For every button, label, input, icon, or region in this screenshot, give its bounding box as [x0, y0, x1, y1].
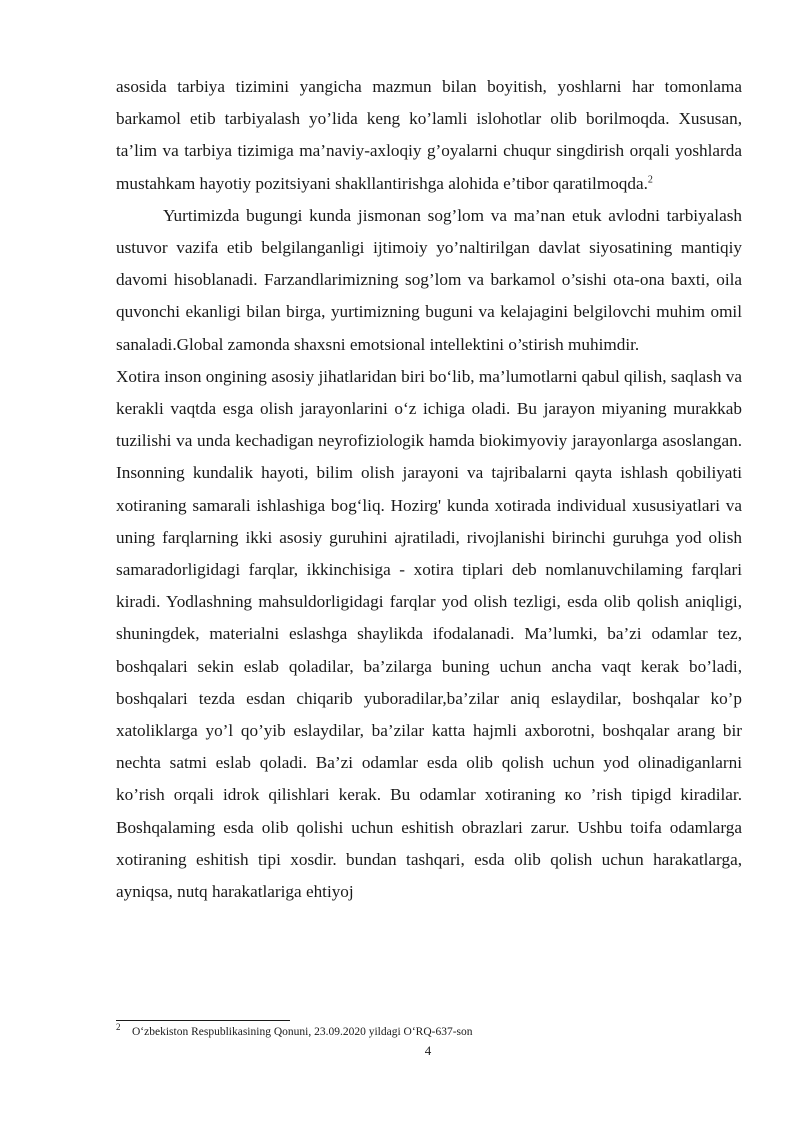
footnote-text: O‘zbekiston Respublikasining Qonuni, 23.09.2020 yildagi O‘RQ-637-son [132, 1026, 473, 1038]
paragraph-3: Xotira inson ongining asosiy jihatlaridan biri bo‘lib, ma’lumotlarni qabul qilish, saqlash va kerakli vaqtda esga olish jarayonlarini o‘z ichiga oladi. Bu jarayon miyaning murakkab tuzilishi va unda kechadigan neyrofiziologik hamda biokimyoviy jarayonlarga asoslangan. Insonning kundalik hayoti, bilim olish jarayoni va tajribalarni qayta ishlash qobiliyati xotiraning samarali ishlashiga bog‘liq. Hozirg' kunda xotirada individual xususiyatlari va uning farqlarning ikki asosiy guruhini ajratiladi, rivojlanishi birinchi guruhga yod olish samaradorligidagi farqlar, ikkinchisiga - xotira tiplari deb nomlanuvchilaming farqlari kiradi. Yodlashning mahsuldorligidagi farqlar yod olish tezligi, esda olib qolish aniqligi, shuningdek, materialni eslashga shaylikda ifodalanadi. Ma’lumki, ba’zi odamlar tez, boshqalari sekin eslab qoladilar, ba’zilarga buning uchun ancha vaqt kerak bo’ladi, boshqalari tezda esdan chiqarib yuboradilar,ba’zilar aniq eslaydilar, boshqalar ko’p xatoliklarga yo’l qo’yib eslaydilar, ba’zilar katta hajmli axborotni, boshqalar arang bir nechta satmi eslab qoladi. Ba’zi odamlar esda olib qolish uchun yod olinadiganlarni ko’rish orqali idrok qilishlari kerak. Bu odamlar xotiraning кo ’rish tipigd kiradilar. Boshqalaming esda olib qolishi uchun eshitish obrazlari zarur. Ushbu toifa odamlarga xotiraning eshitish tipi xosdir. bundan tashqari, esda olib qolish uchun harakatlarga, ayniqsa, nutq harakatlariga ehtiyoj [116, 366, 742, 902]
paragraph-2: Yurtimizda bugungi kunda jismonan sog’lom va ma’nan etuk avlodni tarbiyalash ustuvor vazifa etib belgilanganligi ijtimoiy yo’naltirilgan davlat siyosatining mantiqiy davomi hisoblanadi. Farzandlarimizning sog’lom va barkamol o’sishi ota-ona baxti, oila quvonchi ekanligi bilan birga, yurtimizning buguni va kelajagini belgilovchi muhim omil sanaladi.Global zamonda shaxsni emotsional intellektini o’stirish muhimdir. [116, 205, 742, 354]
page-number: 4 [424, 1043, 432, 1058]
footnote: 2 O‘zbekiston Respublikasining Qonuni, 23.09.2020 yildagi O‘RQ-637-son [116, 1022, 473, 1038]
paragraph-1 [116, 71, 742, 200]
paragraph-1-text: asosida tarbiya tizimini yangicha mazmun bilan boyitish, yoshlarni har tomonlama barkamol etib tarbiyalash yo’lida keng ko’lamli islohotlar olib borilmoqda. Xususan, ta’lim va tarbiya tizimiga ma’naviy-axloqiy g’oyalarni chuqur singdirish orqali yoshlarda mustahkam hayotiy pozitsiyani shakllantirishga alohida e’tibor qaratilmoqda. [116, 77, 742, 193]
main-text [116, 71, 742, 908]
footnote-reference: 2 [647, 173, 653, 185]
footnote-separator [116, 1020, 290, 1021]
